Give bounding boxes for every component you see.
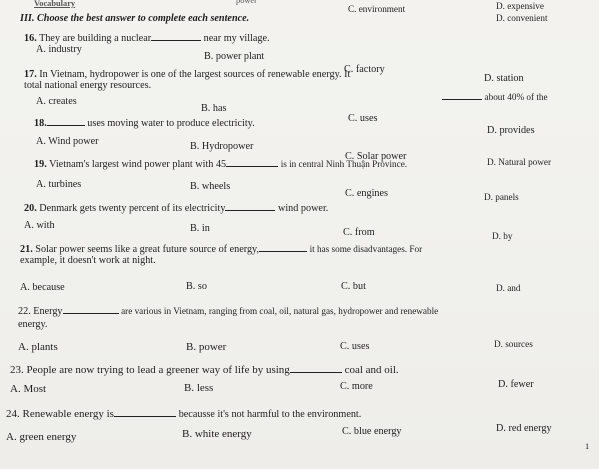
option-18-a[interactable]: A. Wind power [36,136,99,147]
option-23-d[interactable]: D. fewer [498,379,534,390]
answer-blank [63,305,119,314]
answer-blank [290,364,342,373]
option-20-c[interactable]: C. from [343,227,375,238]
vocabulary-label: Vocabulary [34,0,76,8]
option-16-b[interactable]: B. power plant [204,51,265,62]
question-21-stem-line1: 21. Solar power seems like a great future source of energy, it has some disadvantages. For [20,244,423,255]
option-24-d[interactable]: D. red energy [496,423,552,434]
question-17-stem-line2: total national energy resources. [24,80,152,91]
question-24-stem: 24. Renewable energy is becausse it's not harmful to the environment. [6,408,362,420]
option-17-a[interactable]: A. creates [36,96,77,107]
option-23-c[interactable]: C. more [340,381,373,392]
option-21-a[interactable]: A. because [20,282,65,293]
option-18-d[interactable]: D. Natural power [487,157,552,167]
option-16-c[interactable]: C. factory [344,64,385,75]
question-19-stem: 19. Vietnam's largest wind power plant with 45 is in central Ninh Thuận Province. [34,159,408,170]
option-17-d[interactable]: D. provides [487,125,535,136]
answer-blank [47,117,85,126]
question-number: 16. [24,33,37,44]
question-18-stem: 18. uses moving water to produce electricity. [34,118,255,129]
section-title: III. Choose the best answer to complete each sentence. [20,13,250,24]
answer-blank [114,408,176,417]
option-19-b[interactable]: B. wheels [190,181,231,192]
option-24-b[interactable]: B. white energy [182,428,252,440]
option-19-a[interactable]: A. turbines [36,179,82,190]
answer-blank [259,243,307,252]
option-19-d[interactable]: D. panels [484,192,519,202]
question-22-stem-line1: 22. Energy are various in Vietnam, ranging from coal, oil, natural gas, hydropower and renewable [18,306,439,317]
answer-blank [225,202,275,211]
option-17-c[interactable]: C. uses [348,113,378,124]
question-22-stem-line2: energy. [18,319,48,330]
option-18-b[interactable]: B. Hydropower [190,141,254,152]
answer-blank [226,158,278,167]
option-20-a[interactable]: A. with [24,220,55,231]
option-21-c[interactable]: C. but [341,281,366,292]
question-23-stem: 23. People are now trying to lead a greener way of life by using coal and oil. [10,364,399,376]
top-fragment: power [236,0,257,5]
question-16-stem: 16. They are building a nuclear near my village. [24,33,270,44]
option-19-c[interactable]: C. engines [345,188,389,199]
option-22-b[interactable]: B. power [186,341,227,353]
option-20-d[interactable]: D. by [492,231,513,241]
option-22-d[interactable]: D. sources [494,339,533,349]
answer-blank [442,91,482,100]
question-17-stem-cont: about 40% of the [442,91,548,103]
prev-option-d-convenient: D. convenient [496,13,548,23]
option-22-c[interactable]: C. uses [340,341,370,352]
option-16-d[interactable]: D. station [484,73,524,84]
question-17-stem-line1: 17. In Vietnam, hydropower is one of the largest sources of renewable energy. It [24,69,351,80]
option-23-b[interactable]: B. less [184,382,214,394]
option-24-c[interactable]: C. blue energy [342,426,402,437]
option-17-b[interactable]: B. has [201,103,227,114]
question-21-stem-line2: example, it doesn't work at night. [20,255,156,266]
page-number: 1 [585,442,590,451]
option-16-a[interactable]: A. industry [36,44,82,55]
answer-blank [151,32,201,41]
option-21-d[interactable]: D. and [496,283,521,293]
option-21-b[interactable]: B. so [186,281,207,292]
option-23-a[interactable]: A. Most [10,383,47,395]
question-20-stem: 20. Denmark gets twenty percent of its electricity wind power. [24,203,329,214]
option-24-a[interactable]: A. green energy [6,431,77,443]
option-22-a[interactable]: A. plants [18,341,58,353]
option-18-c[interactable]: C. Solar power [345,151,407,162]
option-20-b[interactable]: B. in [190,223,210,234]
prev-option-d-expensive: D. expensive [496,1,544,11]
prev-option-c: C. environment [348,4,406,14]
